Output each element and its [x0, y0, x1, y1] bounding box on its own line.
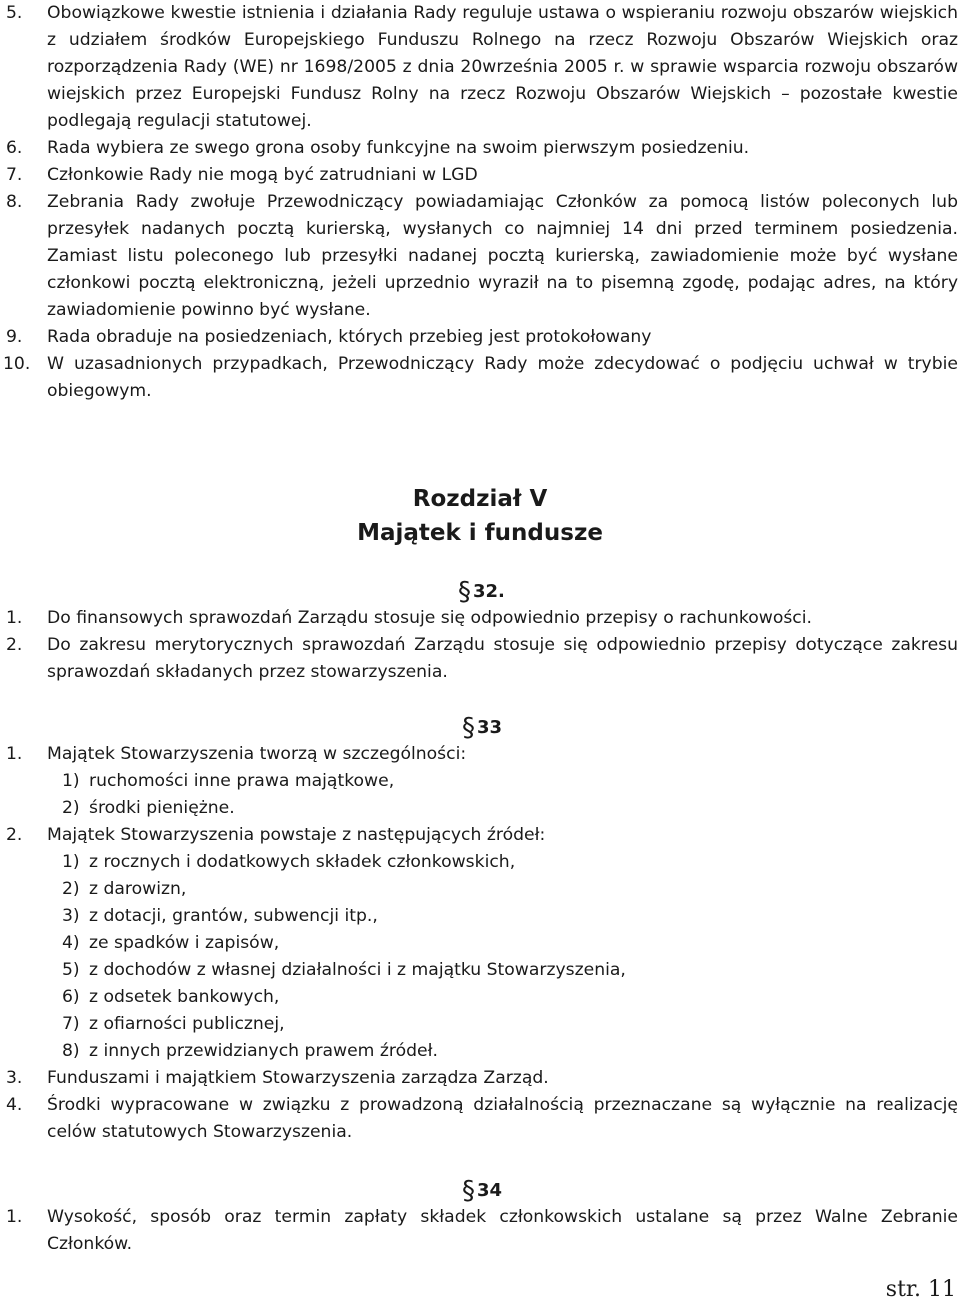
list-item [0, 1092, 958, 1146]
sub-item-number: 2) [62, 798, 80, 818]
sub-item-number: 6) [62, 987, 80, 1007]
section-heading-32 [458, 578, 505, 606]
chapter-title: Rozdział V [412, 486, 548, 512]
sub-item-text: z dochodów z własnej działalności i z majątku Stowarzyszenia, [89, 960, 626, 980]
list-item [0, 1204, 958, 1258]
list-item [0, 1065, 958, 1092]
sub-item-text: z innych przewidzianych prawem źródeł. [89, 1041, 438, 1061]
item-text: Majątek Stowarzyszenia tworzą w szczególności: [47, 744, 467, 764]
list-item [0, 162, 958, 189]
list-item [0, 135, 958, 162]
section-mark: § [462, 1176, 475, 1206]
list-item [0, 822, 958, 849]
item-number: 2. [6, 635, 23, 655]
list-item [0, 189, 958, 324]
sub-item-text: z rocznych i dodatkowych składek członkowskich, [89, 852, 516, 872]
section-number: 34 [477, 1180, 503, 1201]
sub-item-text: ze spadków i zapisów, [89, 933, 280, 953]
page-number: str. 11 [885, 1277, 956, 1302]
list-item [0, 605, 958, 632]
list-item [0, 741, 958, 768]
item-number: 10. [3, 354, 31, 374]
item-text: Obowiązkowe kwestie istnienia i działania Rady reguluje ustawa o wspieraniu rozwoju obszarów wiejskich z udziałem środków Europejskiego Funduszu Rolnego na rzecz Rozwoju Obszarów Wiejskich oraz rozporządzenia Rady (WE) nr 1698/2005 z dnia 20września 2005 r. w sprawie wsparcia rozwoju obszarów wiejskich przez Europejski Fundusz Rolny na rzecz Rozwoju Obszarów Wiejskich – pozostałe kwestie podlegają regulacji statutowej. [47, 3, 958, 131]
sub-item-text: środki pieniężne. [89, 798, 235, 818]
item-number: 3. [6, 1068, 23, 1088]
sub-item-number: 4) [62, 933, 80, 953]
item-number: 8. [6, 192, 23, 212]
sub-item-number: 5) [62, 960, 80, 980]
list-item [0, 324, 958, 351]
section-mark: § [458, 577, 471, 607]
list-item [0, 632, 958, 686]
sub-item-text: z darowizn, [89, 879, 187, 899]
chapter-subtitle: Majątek i fundusze [357, 520, 603, 546]
item-text: Wysokość, sposób oraz termin zapłaty składek członkowskich ustalane są przez Walne Zebranie Członków. [47, 1207, 958, 1254]
item-text: W uzasadnionych przypadkach, Przewodniczący Rady może zdecydować o podjęciu uchwał w trybie obiegowym. [47, 354, 958, 401]
item-text: Funduszami i majątkiem Stowarzyszenia zarządza Zarząd. [47, 1068, 549, 1088]
item-text: Członkowie Rady nie mogą być zatrudniani w LGD [47, 165, 478, 185]
sub-item-number: 7) [62, 1014, 80, 1034]
item-text: Zebrania Rady zwołuje Przewodniczący powiadamiając Członków za pomocą listów poleconych lub przesyłek nadanych pocztą kurierską, wysłanych co najmniej 14 dni przed terminem posiedzenia. Zamiast listu poleconego lub przesyłki nadanej pocztą kurierską, zawiadomienie może być wysłane członkowi pocztą elektroniczną, jeżeli uprzednio wyraził na to pisemną zgodę, podając adres, na który zawiadomienie powinno być wysłane. [47, 192, 958, 320]
item-text: Do zakresu merytorycznych sprawozdań Zarządu stosuje się odpowiednio przepisy dotyczące zakresu sprawozdań składanych przez stowarzyszenia. [47, 635, 958, 682]
sub-item-text: z dotacji, grantów, subwencji itp., [89, 906, 378, 926]
list-item [0, 351, 958, 405]
sub-item-number: 8) [62, 1041, 80, 1061]
item-text: Rada wybiera ze swego grona osoby funkcyjne na swoim pierwszym posiedzeniu. [47, 138, 750, 158]
item-number: 1. [6, 1207, 23, 1227]
sub-item-text: z ofiarności publicznej, [89, 1014, 285, 1034]
item-text: Środki wypracowane w związku z prowadzoną działalnością przeznaczane są wyłącznie na realizację celów statutowych Stowarzyszenia. [47, 1095, 958, 1142]
sub-item-number: 2) [62, 879, 80, 899]
sub-item-number: 1) [62, 771, 80, 791]
sub-item-text: z odsetek bankowych, [89, 987, 280, 1007]
item-text: Rada obraduje na posiedzeniach, których przebieg jest protokołowany [47, 327, 652, 347]
item-text: Majątek Stowarzyszenia powstaje z następujących źródeł: [47, 825, 546, 845]
item-number: 2. [6, 825, 23, 845]
section-mark: § [462, 713, 475, 743]
section-number: 33 [477, 717, 503, 738]
item-number: 1. [6, 608, 23, 628]
item-number: 9. [6, 327, 23, 347]
item-number: 4. [6, 1095, 23, 1115]
section-heading-34 [462, 1177, 502, 1205]
item-text: Do finansowych sprawozdań Zarządu stosuje się odpowiednio przepisy o rachunkowości. [47, 608, 812, 628]
section-number: 32. [473, 581, 505, 602]
item-number: 7. [6, 165, 23, 185]
item-number: 6. [6, 138, 23, 158]
section-heading-33 [462, 714, 502, 742]
item-number: 5. [6, 3, 23, 23]
sub-item-text: ruchomości inne prawa majątkowe, [89, 771, 395, 791]
sub-item-number: 1) [62, 852, 80, 872]
list-item [0, 0, 958, 135]
item-number: 1. [6, 744, 23, 764]
sub-item-number: 3) [62, 906, 80, 926]
